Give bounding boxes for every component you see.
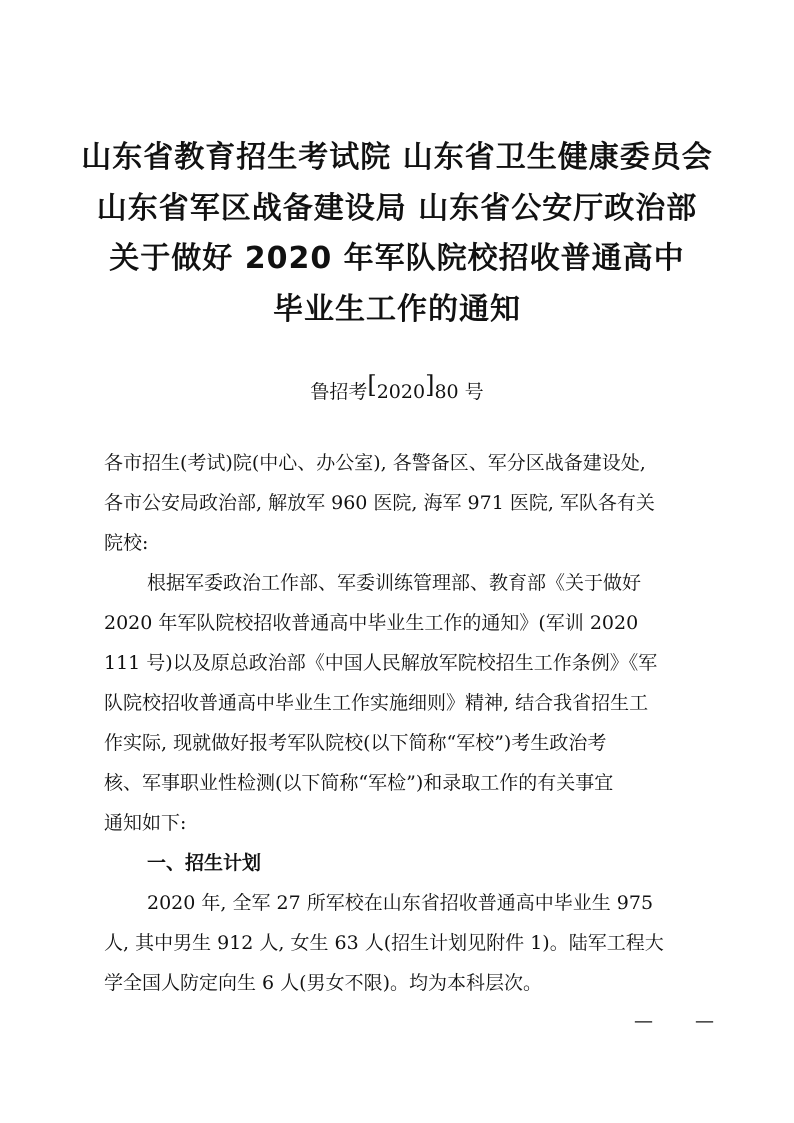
title-line-3: 关于做好 2020 年军队院校招收普通高中	[109, 241, 685, 276]
page-number: — —	[634, 1010, 733, 1032]
recipients-line: 各市招生(考试)院(中心、办公室), 各警备区、军分区战备建设处,	[104, 452, 646, 474]
doc-number-year: 2020	[376, 381, 426, 403]
section-line: 人, 其中男生 912 人, 女生 63 人(招生计划见附件 1)。陆军工程大	[104, 932, 664, 954]
title-line-2: 山东省军区战备建设局 山东省公安厅政治部	[96, 191, 698, 226]
title-line-1: 山东省教育招生考试院 山东省卫生健康委员会	[81, 140, 713, 175]
doc-number-open-bracket: [	[367, 371, 377, 399]
paragraph-line: 作实际, 现就做好报考军队院校(以下简称“军校”)考生政治考	[104, 732, 607, 754]
recipients-line: 院校:	[104, 532, 149, 554]
section-line: 学全国人防定向生 6 人(男女不限)。均为本科层次。	[104, 972, 542, 994]
doc-number-close-bracket: ]	[425, 371, 435, 399]
doc-number-suffix: 80 号	[434, 381, 484, 403]
paragraph-line: 根据军委政治工作部、军委训练管理部、教育部《关于做好	[147, 572, 642, 594]
document-number	[0, 371, 794, 404]
recipients-line: 各市公安局政治部, 解放军 960 医院, 海军 971 医院, 军队各有关	[104, 492, 655, 514]
paragraph-line: 111 号)以及原总政治部《中国人民解放军院校招生工作条例》《军	[104, 652, 658, 674]
title-line-4: 毕业生工作的通知	[273, 292, 521, 327]
paragraph-line: 2020 年军队院校招收普通高中毕业生工作的通知》(军训 2020	[104, 612, 639, 634]
paragraph-line: 核、军事职业性检测(以下简称“军检”)和录取工作的有关事宜	[104, 772, 614, 794]
section-line: 2020 年, 全军 27 所军校在山东省招收普通高中毕业生 975	[147, 892, 654, 914]
doc-number-prefix: 鲁招考	[310, 381, 368, 403]
paragraph-line: 通知如下:	[104, 812, 187, 834]
paragraph-line: 队院校招收普通高中毕业生工作实施细则》精神, 结合我省招生工	[104, 692, 649, 714]
section-heading: 一、招生计划	[147, 852, 262, 874]
